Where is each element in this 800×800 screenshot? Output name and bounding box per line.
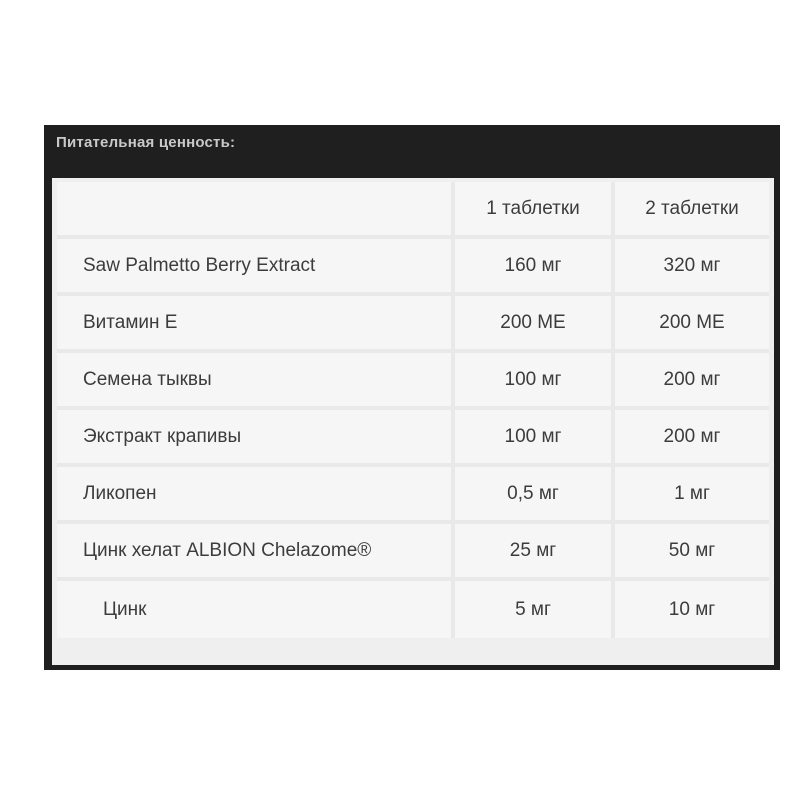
table-row	[57, 581, 769, 638]
amount-one-tablet: 100 мг	[455, 353, 615, 410]
ingredient-name: Цинк хелат ALBION Chelazome®	[57, 524, 455, 581]
table-row	[57, 296, 769, 353]
ingredient-name: Семена тыквы	[57, 353, 455, 410]
table-row	[57, 410, 769, 467]
header-cell-ingredient	[57, 182, 455, 239]
table-row	[57, 467, 769, 524]
amount-two-tablets: 50 мг	[615, 524, 769, 581]
table-header-row	[57, 182, 769, 239]
table-row	[57, 353, 769, 410]
amount-two-tablets: 1 мг	[615, 467, 769, 524]
amount-one-tablet: 200 МЕ	[455, 296, 615, 353]
header-cell-two-tablets: 2 таблетки	[615, 182, 769, 239]
amount-one-tablet: 25 мг	[455, 524, 615, 581]
amount-one-tablet: 5 мг	[455, 581, 615, 638]
amount-two-tablets: 200 мг	[615, 410, 769, 467]
amount-one-tablet: 0,5 мг	[455, 467, 615, 524]
ingredient-name: Ликопен	[57, 467, 455, 524]
ingredient-name-sub: Цинк	[57, 581, 455, 638]
ingredient-name: Витамин E	[57, 296, 455, 353]
table-row	[57, 239, 769, 296]
panel-title: Питательная ценность:	[56, 134, 236, 151]
amount-one-tablet: 100 мг	[455, 410, 615, 467]
amount-two-tablets: 200 МЕ	[615, 296, 769, 353]
nutrition-panel	[44, 125, 780, 670]
ingredient-name: Экстракт крапивы	[57, 410, 455, 467]
table-row	[57, 524, 769, 581]
amount-one-tablet: 160 мг	[455, 239, 615, 296]
ingredient-name: Saw Palmetto Berry Extract	[57, 239, 455, 296]
amount-two-tablets: 10 мг	[615, 581, 769, 638]
nutrition-table	[57, 182, 769, 638]
amount-two-tablets: 320 мг	[615, 239, 769, 296]
amount-two-tablets: 200 мг	[615, 353, 769, 410]
header-cell-one-tablet: 1 таблетки	[455, 182, 615, 239]
nutrition-table-area	[52, 178, 774, 665]
